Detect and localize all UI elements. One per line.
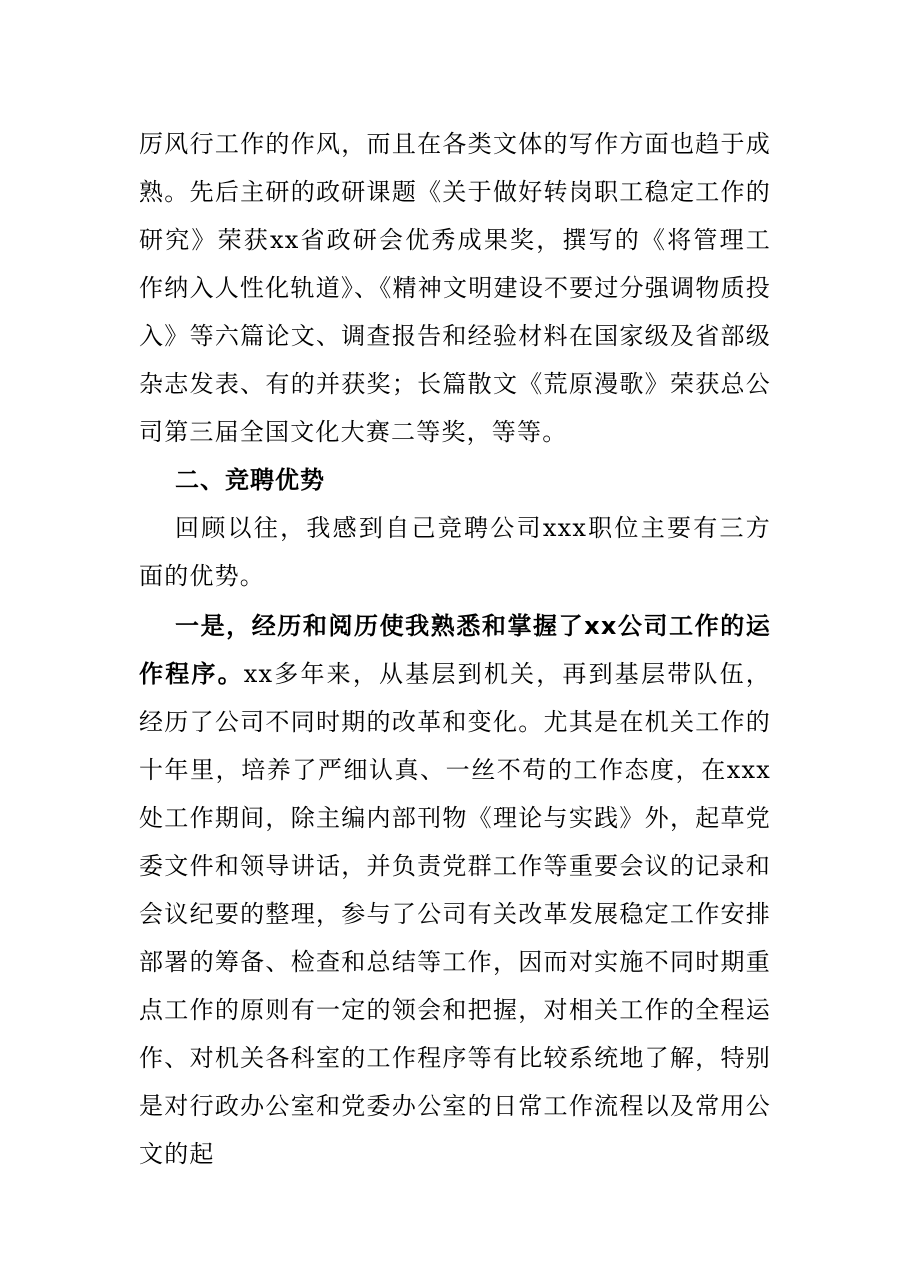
point-paragraph (139, 602, 771, 1178)
document-body (139, 120, 771, 1178)
point-body: xx多年来，从基层到机关，再到基层带队伍，经历了公司不同时期的改革和变化。尤其是在机关工作的十年里，培养了严细认真、一丝不苟的工作态度，在xxx处工作期间，除主编内部刊物《理论与实践》外，起草党委文件和领导讲话，并负责党群工作等重要会议的记录和会议纪要的整理，参与了公司有关改革发展稳定工作安排部署的筹备、检查和总结等工作，因而对实施不同时期重点工作的原则有一定的领会和把握，对相关工作的全程运作、对机关各科室的工作程序等有比较系统地了解，特别是对行政办公室和党委办公室的日常工作流程以及常用公文的起 (139, 660, 771, 1168)
section-heading: 二、竞聘优势 (175, 466, 325, 494)
body-paragraph: 回顾以往，我感到自己竞聘公司xxx职位主要有三方面的优势。 (139, 514, 771, 590)
body-paragraph: 厉风行工作的作风，而且在各类文体的写作方面也趋于成熟。先后主研的政研课题《关于做好转岗职工稳定工作的研究》荣获xx省政研会优秀成果奖，撰写的《将管理工作纳入人性化轨道》、《精神文明建设不要过分强调物质投入》等六篇论文、调查报告和经验材料在国家级及省部级杂志发表、有的并获奖；长篇散文《荒原漫歌》荣获总公司第三届全国文化大赛二等奖，等等。 (139, 130, 771, 446)
point-lead-bold: 一是，经历和阅历使我熟悉和掌握了xx公司工作的运作程序。 (139, 612, 771, 688)
